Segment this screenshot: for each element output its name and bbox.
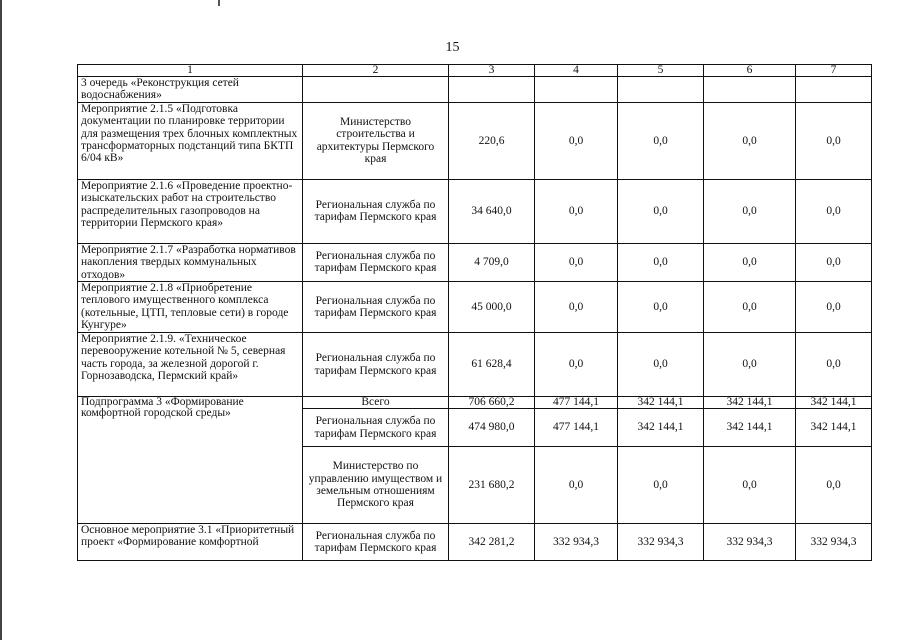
executor-cell: [303, 77, 449, 103]
value-cell: 0,0: [535, 333, 618, 397]
value-cell: 34 640,0: [449, 179, 535, 243]
value-cell: 332 934,3: [618, 524, 704, 561]
value-cell: 231 680,2: [449, 447, 535, 524]
value-cell: 0,0: [618, 179, 704, 243]
value-cell: 477 144,1: [535, 409, 618, 447]
value-cell: 45 000,0: [449, 282, 535, 333]
value-cell: 332 934,3: [704, 524, 796, 561]
page-number: 15: [445, 40, 460, 55]
measure-name: Мероприятие 2.1.9. «Техническое перевооружение котельной № 5, северная часть города, за железной дорогой г. Горнозаводска, Пермский край»: [78, 333, 303, 397]
value-cell: 0,0: [796, 447, 872, 524]
executor-cell: Региональная служба по тарифам Пермского края: [303, 282, 449, 333]
value-cell: 0,0: [535, 179, 618, 243]
value-cell: 0,0: [618, 282, 704, 333]
value-cell: 342 144,1: [704, 397, 796, 409]
value-cell: 342 144,1: [796, 409, 872, 447]
value-cell: 0,0: [796, 333, 872, 397]
value-cell: 0,0: [618, 447, 704, 524]
executor-cell: Региональная служба по тарифам Пермского края: [303, 524, 449, 561]
value-cell: [704, 77, 796, 103]
value-cell: [618, 77, 704, 103]
value-cell: 0,0: [704, 243, 796, 281]
main-measure-row: [78, 524, 872, 561]
value-cell: 0,0: [704, 447, 796, 524]
value-cell: 342 144,1: [796, 397, 872, 409]
value-cell: 0,0: [704, 333, 796, 397]
value-cell: [796, 77, 872, 103]
value-cell: [449, 77, 535, 103]
measure-name: Мероприятие 2.1.5 «Подготовка документации по планировке территории для размещения трех блочных комплектных трансформаторных подстанций типа БКТП 6/04 кВ»: [78, 102, 303, 179]
measure-name: Основное мероприятие 3.1 «Приоритетный проект «Формирование комфортной: [78, 524, 303, 561]
value-cell: 4 709,0: [449, 243, 535, 281]
executor-cell: Министерство строительства и архитектуры Пермского края: [303, 102, 449, 179]
measure-name: Мероприятие 2.1.6 «Проведение проектно-изыскательских работ на строительство распределительных газопроводов на территории Пермского края»: [78, 179, 303, 243]
value-cell: 342 144,1: [618, 397, 704, 409]
header-cell: 1: [78, 65, 303, 77]
budget-table: [77, 64, 872, 561]
value-cell: 61 628,4: [449, 333, 535, 397]
measure-name: Мероприятие 2.1.7 «Разработка нормативов накопления твердых коммунальных отходов»: [78, 243, 303, 281]
header-cell: 7: [796, 65, 872, 77]
value-cell: 0,0: [704, 282, 796, 333]
executor-cell: Региональная служба по тарифам Пермского края: [303, 409, 449, 447]
value-cell: 220,6: [449, 102, 535, 179]
executor-cell: Региональная служба по тарифам Пермского края: [303, 333, 449, 397]
header-cell: 3: [449, 65, 535, 77]
header-cell: 2: [303, 65, 449, 77]
subprogram-total-row: [78, 397, 872, 409]
value-cell: 0,0: [618, 102, 704, 179]
value-cell: 0,0: [535, 243, 618, 281]
value-cell: 0,0: [704, 102, 796, 179]
value-cell: 0,0: [535, 102, 618, 179]
value-cell: 342 144,1: [704, 409, 796, 447]
value-cell: 0,0: [618, 243, 704, 281]
scan-top-mark: [218, 0, 220, 6]
executor-cell: Всего: [303, 397, 449, 409]
value-cell: 706 660,2: [449, 397, 535, 409]
value-cell: 342 144,1: [618, 409, 704, 447]
value-cell: [535, 77, 618, 103]
scan-left-edge: [0, 0, 2, 640]
value-cell: 342 281,2: [449, 524, 535, 561]
table-row: [78, 77, 872, 103]
executor-cell: Региональная служба по тарифам Пермского края: [303, 179, 449, 243]
value-cell: 332 934,3: [796, 524, 872, 561]
value-cell: 0,0: [535, 282, 618, 333]
measure-name: Мероприятие 2.1.8 «Приобретение теплового имущественного комплекса (котельные, ЦТП, тепловые сети) в городе Кунгуре»: [78, 282, 303, 333]
table-header-row: [78, 65, 872, 77]
value-cell: 332 934,3: [535, 524, 618, 561]
header-cell: 6: [704, 65, 796, 77]
measure-name: 3 очередь «Реконструкция сетей водоснабжения»: [78, 77, 303, 103]
executor-cell: Региональная служба по тарифам Пермского края: [303, 243, 449, 281]
value-cell: 0,0: [704, 179, 796, 243]
table-row: [78, 333, 872, 397]
value-cell: 0,0: [796, 243, 872, 281]
value-cell: 0,0: [618, 333, 704, 397]
value-cell: 474 980,0: [449, 409, 535, 447]
value-cell: 0,0: [535, 447, 618, 524]
value-cell: 477 144,1: [535, 397, 618, 409]
value-cell: 0,0: [796, 179, 872, 243]
subprogram-name: Подпрограмма 3 «Формирование комфортной городской среды»: [78, 397, 303, 524]
executor-cell: Министерство по управлению имуществом и земельным отношениям Пермского края: [303, 447, 449, 524]
header-cell: 5: [618, 65, 704, 77]
value-cell: 0,0: [796, 102, 872, 179]
value-cell: 0,0: [796, 282, 872, 333]
table-row: [78, 102, 872, 179]
table-row: [78, 243, 872, 281]
table-row: [78, 179, 872, 243]
table-row: [78, 282, 872, 333]
header-cell: 4: [535, 65, 618, 77]
